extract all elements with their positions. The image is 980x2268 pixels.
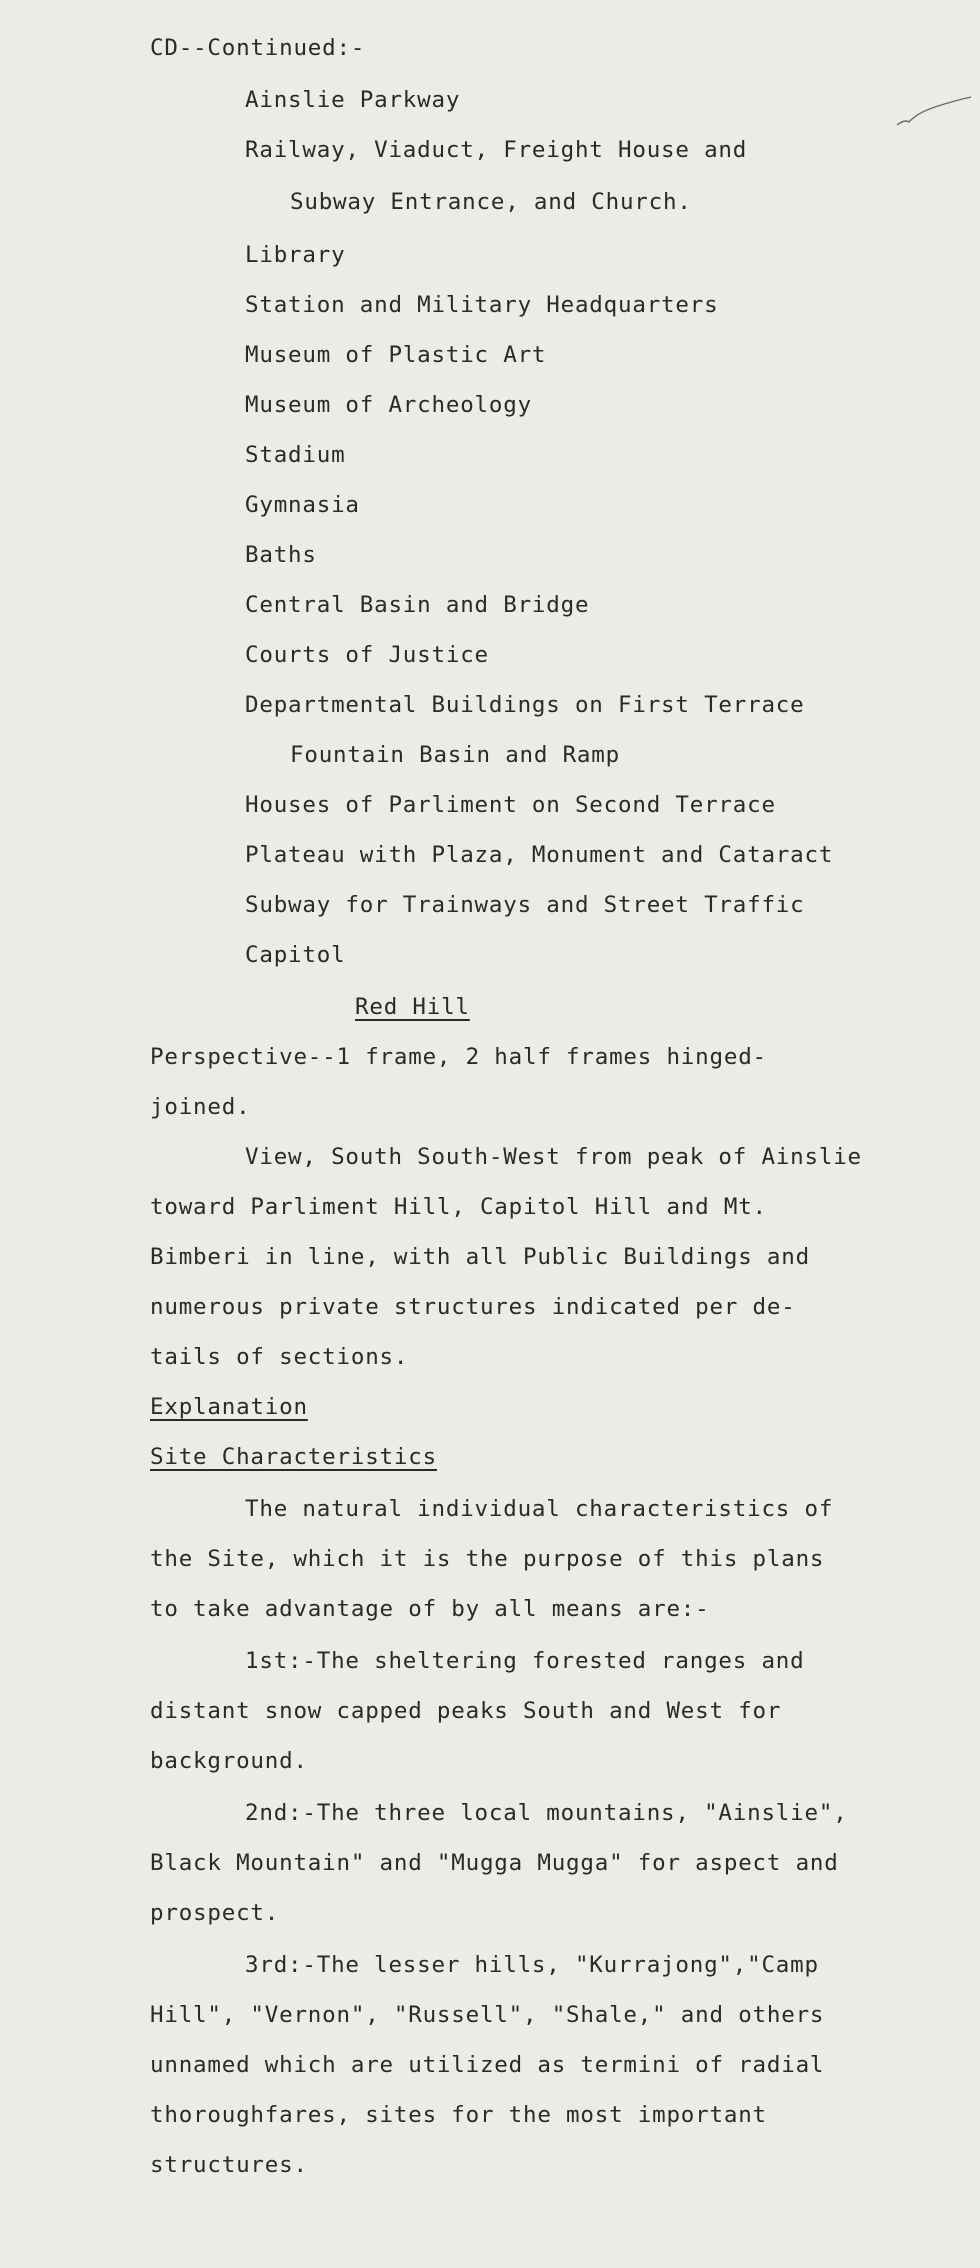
list-item: Subway Entrance, and Church. xyxy=(290,189,692,215)
paragraph-line: thoroughfares, sites for the most important xyxy=(150,2102,767,2128)
list-item: Houses of Parliment on Second Terrace xyxy=(245,792,776,818)
list-item: Library xyxy=(245,242,346,268)
paragraph-line: 1st:-The sheltering forested ranges and xyxy=(245,1648,805,1674)
paragraph-line: structures. xyxy=(150,2152,308,2178)
paragraph-line: unnamed which are utilized as termini of radial xyxy=(150,2052,825,2078)
list-item: Gymnasia xyxy=(245,492,360,518)
list-item: Fountain Basin and Ramp xyxy=(290,742,620,768)
paragraph-line: 2nd:-The three local mountains, "Ainslie", xyxy=(245,1800,848,1826)
list-item: Baths xyxy=(245,542,317,568)
list-item: Stadium xyxy=(245,442,346,468)
list-item: Plateau with Plaza, Monument and Cataract xyxy=(245,842,834,868)
paragraph-line: 3rd:-The lesser hills, "Kurrajong","Camp xyxy=(245,1952,819,1978)
explanation-heading: Explanation xyxy=(150,1394,308,1420)
list-item: Courts of Justice xyxy=(245,642,489,668)
list-item: Subway for Trainways and Street Traffic xyxy=(245,892,805,918)
red-hill-heading: Red Hill xyxy=(355,994,470,1020)
list-item: Capitol xyxy=(245,942,346,968)
list-item: Railway, Viaduct, Freight House and xyxy=(245,137,748,163)
pen-tick-mark xyxy=(895,95,975,135)
list-item: Museum of Archeology xyxy=(245,392,532,418)
paragraph-line: joined. xyxy=(150,1094,251,1120)
paragraph-line: Hill", "Vernon", "Russell", "Shale," and others xyxy=(150,2002,825,2028)
paragraph-line: the Site, which it is the purpose of this plans xyxy=(150,1546,825,1572)
paragraph-line: background. xyxy=(150,1748,308,1774)
paragraph-line: to take advantage of by all means are:- xyxy=(150,1596,710,1622)
continued-header: CD--Continued:- xyxy=(150,35,366,61)
paragraph-line: distant snow capped peaks South and West for xyxy=(150,1698,782,1724)
list-item: Departmental Buildings on First Terrace xyxy=(245,692,805,718)
paragraph-line: View, South South-West from peak of Ainslie xyxy=(245,1144,862,1170)
paragraph-line: toward Parliment Hill, Capitol Hill and Mt. xyxy=(150,1194,767,1220)
paragraph-line: numerous private structures indicated per de- xyxy=(150,1294,796,1320)
site-characteristics-heading: Site Characteristics xyxy=(150,1444,437,1470)
list-item: Museum of Plastic Art xyxy=(245,342,547,368)
paragraph-line: Black Mountain" and "Mugga Mugga" for aspect and xyxy=(150,1850,839,1876)
paragraph-line: Bimberi in line, with all Public Buildings and xyxy=(150,1244,810,1270)
paragraph-line: The natural individual characteristics of xyxy=(245,1496,834,1522)
paragraph-line: tails of sections. xyxy=(150,1344,409,1370)
list-item: Station and Military Headquarters xyxy=(245,292,719,318)
list-item: Ainslie Parkway xyxy=(245,87,461,113)
paragraph-line: Perspective--1 frame, 2 half frames hinged- xyxy=(150,1044,767,1070)
list-item: Central Basin and Bridge xyxy=(245,592,590,618)
paragraph-line: prospect. xyxy=(150,1900,280,1926)
